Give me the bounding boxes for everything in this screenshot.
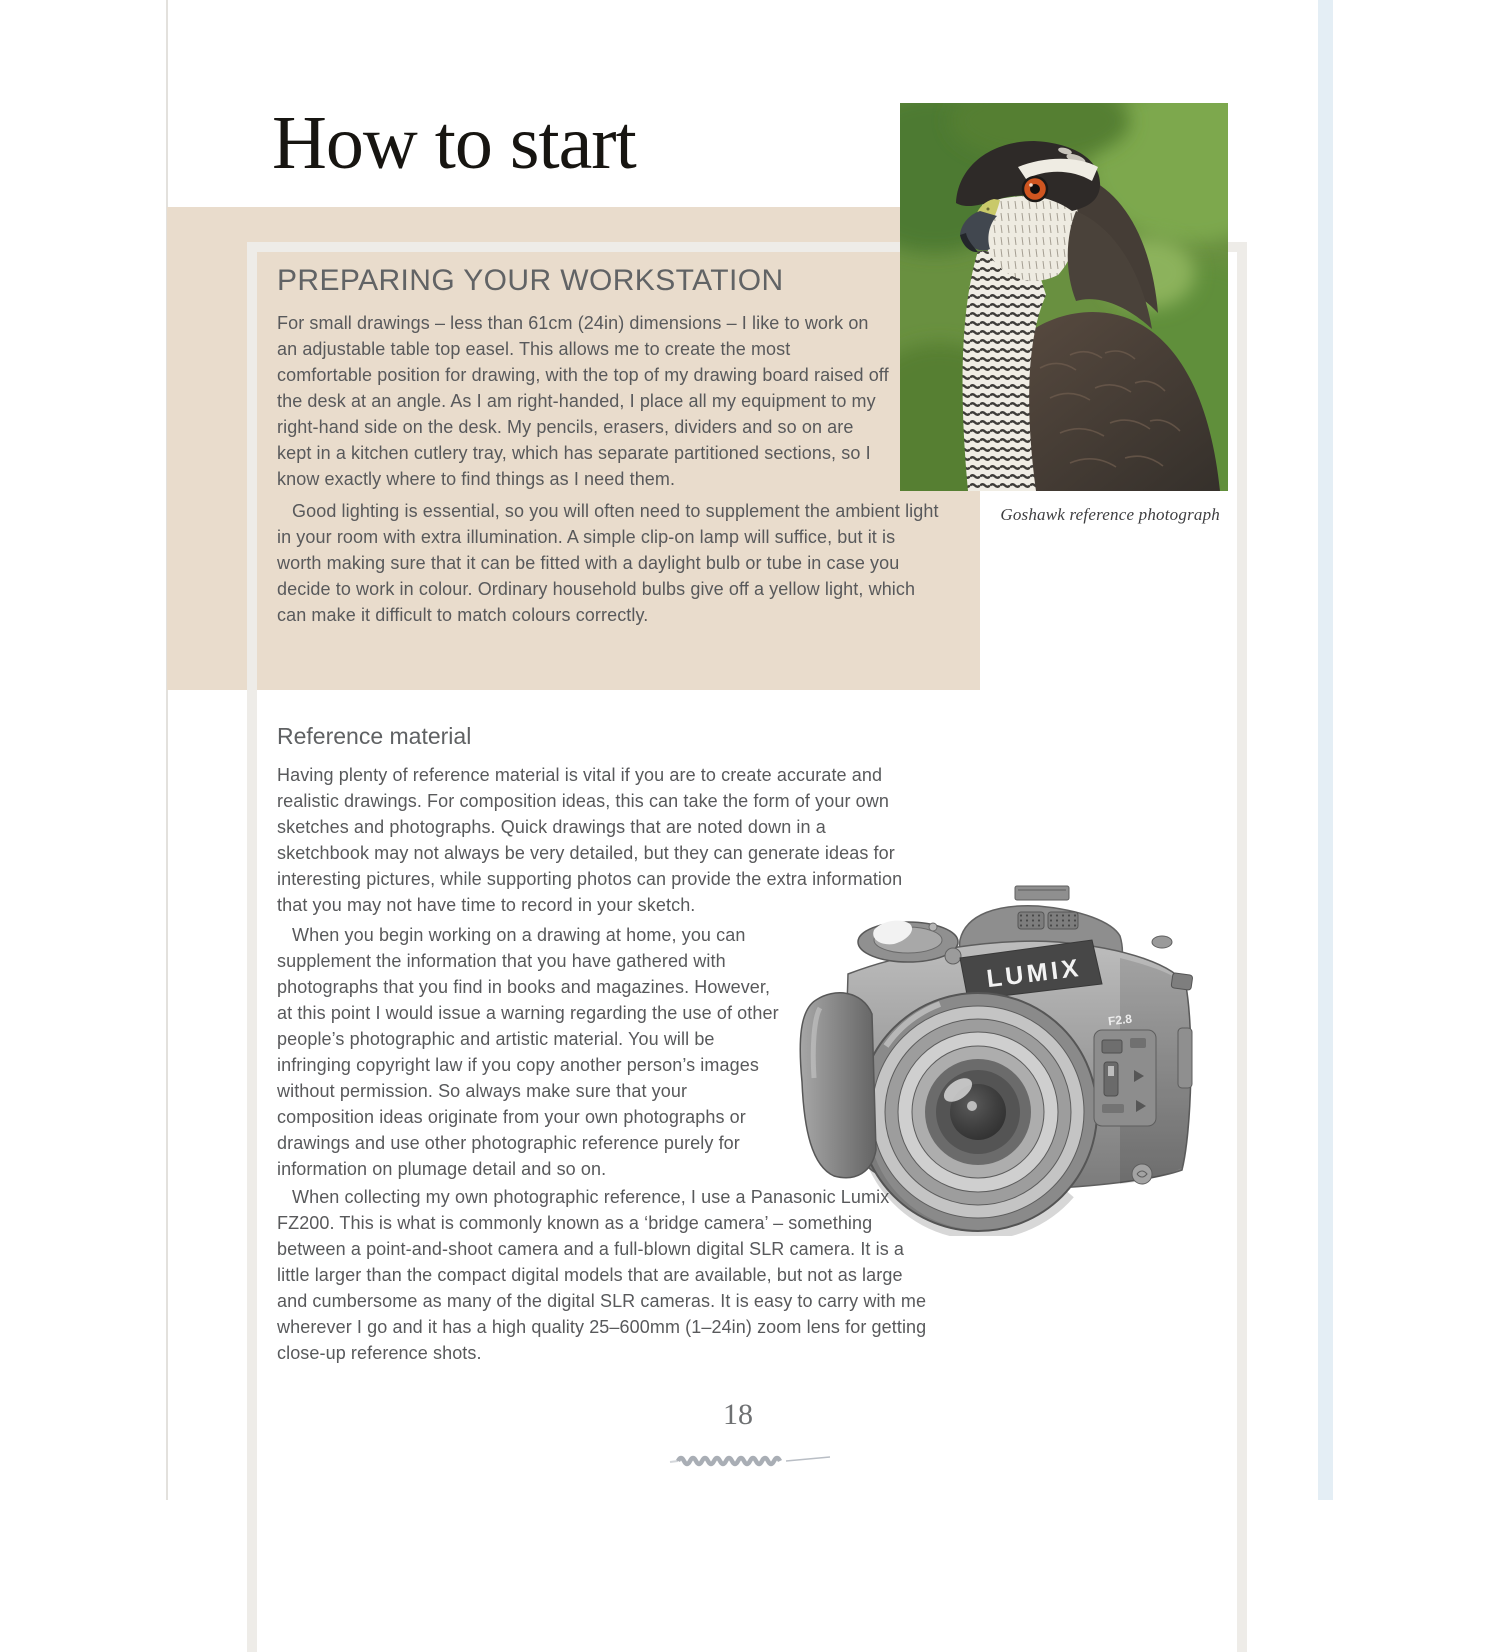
reference-paragraph-1: Having plenty of reference material is vital if you are to create accurate and realistic drawings. For composition ideas, this can take the form of your own sketches and photographs. Quick drawings that are noted down in a sketchbook may not always be very detailed, but they can generate ideas for interesting pictures, while supporting photos can provide the extra information that you may not have time to record in your sketch. (277, 765, 903, 915)
hot-shoe (1015, 886, 1069, 900)
page-title: How to start (272, 101, 636, 185)
feather-squiggle-decoration (668, 1452, 838, 1468)
mic-grill-left (1018, 912, 1044, 929)
mic-grill-right (1048, 912, 1078, 929)
book-edge-blue-stripe (1318, 0, 1333, 1500)
workstation-paragraph-2: Good lighting is essential, so you will often need to supplement the ambient light in your room with extra illumination. A simple clip-on lamp will suffice, but it is worth making sure that it can be fitted with a daylight bulb or tube in case you decide to work in colour. Ordinary household bulbs give off a yellow light, which can make it difficult to match colours correctly. (277, 501, 939, 625)
reference-paragraph-2: When you begin working on a drawing at home, you can supplement the information that you have gathered with photographs that you find in books and magazines. However, at this point I would issue a warning regarding the use of other people’s photographic and artistic material. You will be infringing copyright law if you copy another person’s images without permission. So always make sure that your composition ideas originate from your own photographs or drawings and use other photographic reference purely for information on plumage detail and so on. (277, 925, 779, 1179)
brand-text: LUMIX (985, 953, 1084, 994)
strap-lug (1171, 973, 1193, 991)
camera-lens (859, 993, 1097, 1235)
camera-grip (800, 993, 876, 1178)
workstation-paragraph-1: For small drawings – less than 61cm (24in) dimensions – I like to work on an adjustable table top easel. This allows me to create the most comfortable position for drawing, with the top of my drawing board raised off the desk at an angle. As I am right-handed, I place all my equipment to my right-hand side on the desk. My pencils, erasers, dividers and so on are kept in a kitchen cutlery tray, which has separate partitioned sections, so I know exactly where to find things as I need them. (277, 313, 889, 489)
photo-caption: Goshawk reference photograph (1000, 505, 1220, 524)
camera-sketch-illustration (790, 878, 1210, 1236)
reference-paragraph-3: When collecting my own photographic reference, I use a Panasonic Lumix FZ200. This is what is commonly known as a ‘bridge camera’ – something between a point-and-shoot camera and a full-blown digital SLR camera. It is a little larger than the compact digital models that are available, but not as large and cumbersome as many of the digital SLR cameras. It is easy to carry with me wherever I go and it has a high quality 25–600mm (1–24in) zoom lens for getting close-up reference shots. (277, 1187, 927, 1363)
section-heading-preparing-workstation: PREPARING YOUR WORKSTATION (277, 264, 784, 297)
goshawk-photo (900, 103, 1228, 491)
page-number: 18 (723, 1398, 753, 1431)
aperture-mark-text: F2.8 (1107, 1011, 1133, 1029)
section-heading-reference-material: Reference material (277, 723, 472, 749)
